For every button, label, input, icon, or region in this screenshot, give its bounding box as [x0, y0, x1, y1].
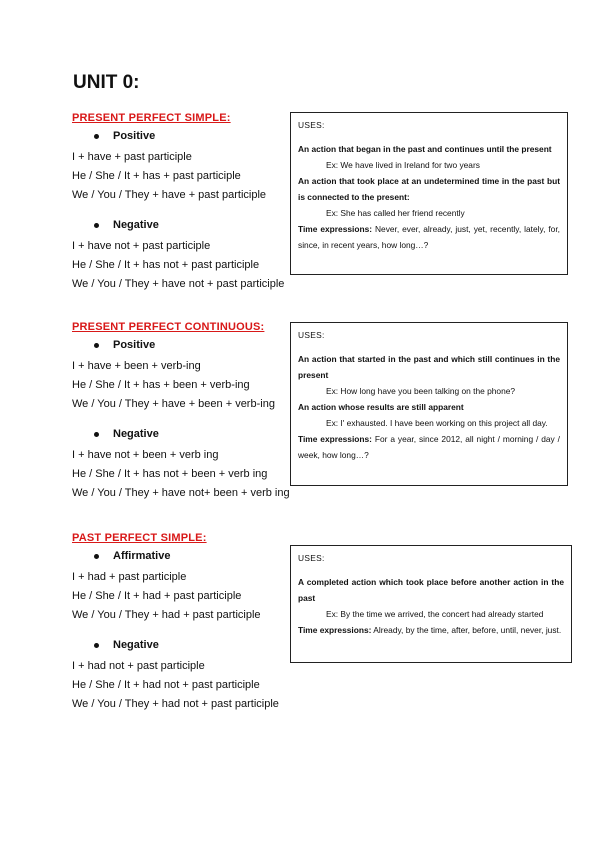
example-text: Ex: We have lived in Ireland for two years — [326, 160, 480, 170]
form-line: I + have not + past participle — [72, 240, 211, 252]
form-line: We / You / They + have + been + verb-ing — [72, 398, 275, 410]
negative-label: Negative — [94, 219, 292, 231]
page-title: UNIT 0: — [73, 72, 140, 93]
form-line: I + had + past participle — [72, 571, 187, 583]
form-line: I + had not + past participle — [72, 660, 205, 672]
uses-label: USES: — [298, 553, 325, 563]
bullet-icon — [94, 134, 99, 139]
bullet-icon — [94, 643, 99, 648]
uses-box-present-perfect-continuous — [290, 322, 568, 486]
form-line: We / You / They + have not+ been + verb ing — [72, 487, 290, 499]
bullet-icon — [94, 554, 99, 559]
positive-label: Positive — [94, 339, 292, 351]
form-line: I + have + been + verb-ing — [72, 360, 201, 372]
use-text: An action that took place at an undetermined time in the past but is connected to the present: — [298, 176, 560, 202]
negative-label: Negative — [94, 639, 292, 651]
form-line: I + have + past participle — [72, 151, 192, 163]
bullet-icon — [94, 432, 99, 437]
form-line: We / You / They + have + past participle — [72, 189, 267, 201]
use-text: An action that began in the past and continues until the present — [298, 144, 552, 154]
bullet-icon — [94, 343, 99, 348]
time-expressions: Time expressions: Never, ever, already, just, yet, recently, lately, for, since, in recent years, how long…? — [298, 224, 560, 250]
form-line: He / She / It + had + past participle — [72, 590, 242, 602]
form-line: We / You / They + had not + past participle — [72, 698, 279, 710]
form-line: We / You / They + have not + past participle — [72, 278, 285, 290]
form-line: He / She / It + had not + past participle — [72, 679, 260, 691]
use-text: An action that started in the past and which still continues in the present — [298, 354, 560, 380]
form-line: We / You / They + had + past participle — [72, 609, 261, 621]
section-present-perfect-continuous — [72, 321, 292, 503]
uses-label: USES: — [298, 330, 325, 340]
example-text: Ex: How long have you been talking on the phone? — [326, 386, 516, 396]
section-present-perfect-simple — [72, 112, 292, 294]
section-past-perfect-simple — [72, 532, 292, 714]
negative-label: Negative — [94, 428, 292, 440]
positive-label: Positive — [94, 130, 292, 142]
time-expressions: Time expressions: Already, by the time, after, before, until, never, just. — [298, 625, 562, 635]
form-line: He / She / It + has not + been + verb ing — [72, 468, 268, 480]
section-heading: PRESENT PERFECT CONTINUOUS: — [72, 321, 265, 333]
example-text: Ex: I' exhausted. I have been working on this project all day. — [326, 418, 548, 428]
form-line: He / She / It + has + past participle — [72, 170, 241, 182]
form-line: He / She / It + has not + past participle — [72, 259, 260, 271]
uses-box-present-perfect-simple — [290, 112, 568, 275]
example-text: Ex: She has called her friend recently — [326, 208, 465, 218]
form-line: He / She / It + has + been + verb-ing — [72, 379, 250, 391]
section-heading: PRESENT PERFECT SIMPLE: — [72, 112, 231, 124]
time-expressions: Time expressions: For a year, since 2012, all night / morning / day / week, how long…? — [298, 434, 560, 460]
use-text: A completed action which took place before another action in the past — [298, 577, 564, 603]
form-line: I + have not + been + verb ing — [72, 449, 219, 461]
section-heading: PAST PERFECT SIMPLE: — [72, 532, 207, 544]
uses-label: USES: — [298, 120, 325, 130]
use-text: An action whose results are still apparent — [298, 402, 464, 412]
bullet-icon — [94, 223, 99, 228]
example-text: Ex: By the time we arrived, the concert had already started — [326, 609, 544, 619]
affirmative-label: Affirmative — [94, 550, 292, 562]
uses-box-past-perfect-simple — [290, 545, 572, 663]
